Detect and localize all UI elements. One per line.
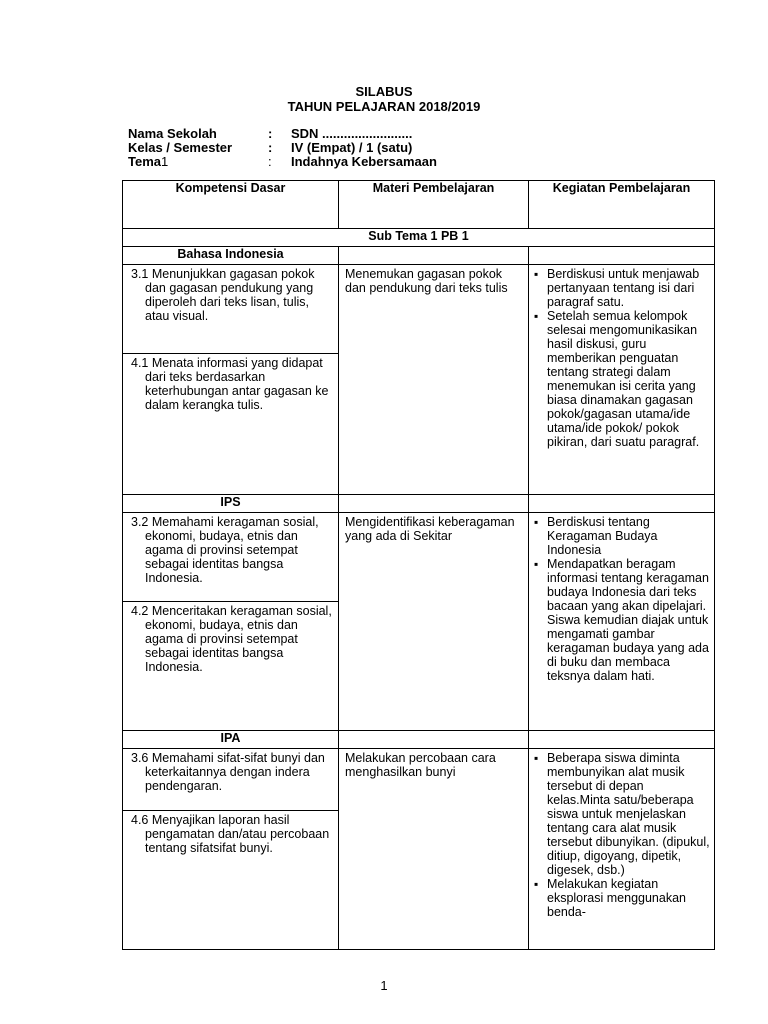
kegiatan-item: ▪ Beberapa siswa diminta membunyikan alat musik tersebut di depan kelas.Minta satu/beberapa siswa untuk menjelaskan tentang cara alat musik tersebut dibunyikan. (dipukul, ditiup, digoyang, dipetik, digesek, dsb.) (533, 751, 710, 877)
kegiatan-item: ▪ Setelah semua kelompok selesai mengomunikasikan hasil diskusi, guru memberikan penguatan tentang strategi dalam menemukan isi cerita yang biasa dinamakan gagasan pokok/gagasan utama/ide utama/ide pokok/ pokok pikiran, dari suatu paragraf. (533, 309, 710, 449)
section-header-row (123, 495, 715, 513)
header-kegiatan-pembelajaran: Kegiatan Pembelajaran (529, 181, 715, 229)
kd-cell: 4.1 Menata informasi yang didapat dari teks berdasarkan keterhubungan antar gagasan ke dalam kerangka tulis. (123, 354, 339, 495)
page-number: 1 (380, 978, 388, 993)
info-value: Indahnya Kebersamaan (291, 154, 437, 169)
kegiatan-item: ▪ Berdiskusi untuk menjawab pertanyaan tentang isi dari paragraf satu. (533, 267, 710, 309)
section-name: IPS (123, 495, 339, 513)
kd-cell: 3.1 Menunjukkan gagasan pokok dan gagasan pendukung yang diperoleh dari teks lisan, tulis, atau visual. (123, 265, 339, 354)
kegiatan-cell (529, 749, 715, 950)
info-row-school (128, 126, 528, 141)
info-label: Kelas / Semester (128, 140, 233, 155)
info-label-suffix: 1 (161, 154, 169, 169)
table-row (123, 265, 715, 354)
subtema-row (123, 229, 715, 247)
table-row (123, 749, 715, 811)
kegiatan-cell (529, 513, 715, 731)
table-header-row (123, 181, 715, 229)
kegiatan-item: ▪ Mendapatkan beragam informasi tentang keragaman budaya Indonesia dari teks bacaan yang akan dipelajari. Siswa kemudian diajak untuk mengamati gambar keragaman budaya yang ada di buku dan membaca teksnya dalam hati. (533, 557, 710, 683)
materi-cell: Melakukan percobaan cara menghasilkan bunyi (339, 749, 529, 950)
info-label-main: Tema (128, 154, 161, 169)
materi-cell: Mengidentifikasi keberagaman yang ada di Sekitar (339, 513, 529, 731)
kd-cell: 3.2 Memahami keragaman sosial, ekonomi, budaya, etnis dan agama di provinsi setempat sebagai identitas bangsa Indonesia. (123, 513, 339, 602)
info-row-theme (128, 154, 528, 169)
kegiatan-item: ▪ Melakukan kegiatan eksplorasi menggunakan benda- (533, 877, 710, 919)
kegiatan-item: ▪ Berdiskusi tentang Keragaman Budaya Indonesia (533, 515, 710, 557)
info-colon: : (268, 154, 272, 169)
section-name: Bahasa Indonesia (123, 247, 339, 265)
header-kompetensi-dasar: Kompetensi Dasar (123, 181, 339, 229)
section-name: IPA (123, 731, 339, 749)
table-row (123, 513, 715, 602)
section-header-row (123, 731, 715, 749)
header-materi-pembelajaran: Materi Pembelajaran (339, 181, 529, 229)
kd-cell: 4.6 Menyajikan laporan hasil pengamatan dan/atau percobaan tentang sifatsifat bunyi. (123, 811, 339, 950)
info-colon: : (268, 126, 273, 141)
info-row-class (128, 140, 528, 155)
subtema-title: Sub Tema 1 PB 1 (123, 229, 715, 247)
info-label (128, 154, 168, 169)
info-value: SDN ......................... (291, 126, 413, 141)
info-label: Nama Sekolah (128, 126, 217, 141)
info-value: IV (Empat) / 1 (satu) (291, 140, 413, 155)
kegiatan-cell (529, 265, 715, 495)
syllabus-table (122, 180, 715, 950)
document-subtitle: TAHUN PELAJARAN 2018/2019 (287, 99, 481, 114)
document-title: SILABUS (355, 84, 413, 99)
kd-cell: 3.6 Memahami sifat-sifat bunyi dan keterkaitannya dengan indera pendengaran. (123, 749, 339, 811)
materi-cell: Menemukan gagasan pokok dan pendukung dari teks tulis (339, 265, 529, 495)
section-header-row (123, 247, 715, 265)
info-colon: : (268, 140, 273, 155)
kd-cell: 4.2 Menceritakan keragaman sosial, ekonomi, budaya, etnis dan agama di provinsi setempat sebagai identitas bangsa Indonesia. (123, 602, 339, 731)
